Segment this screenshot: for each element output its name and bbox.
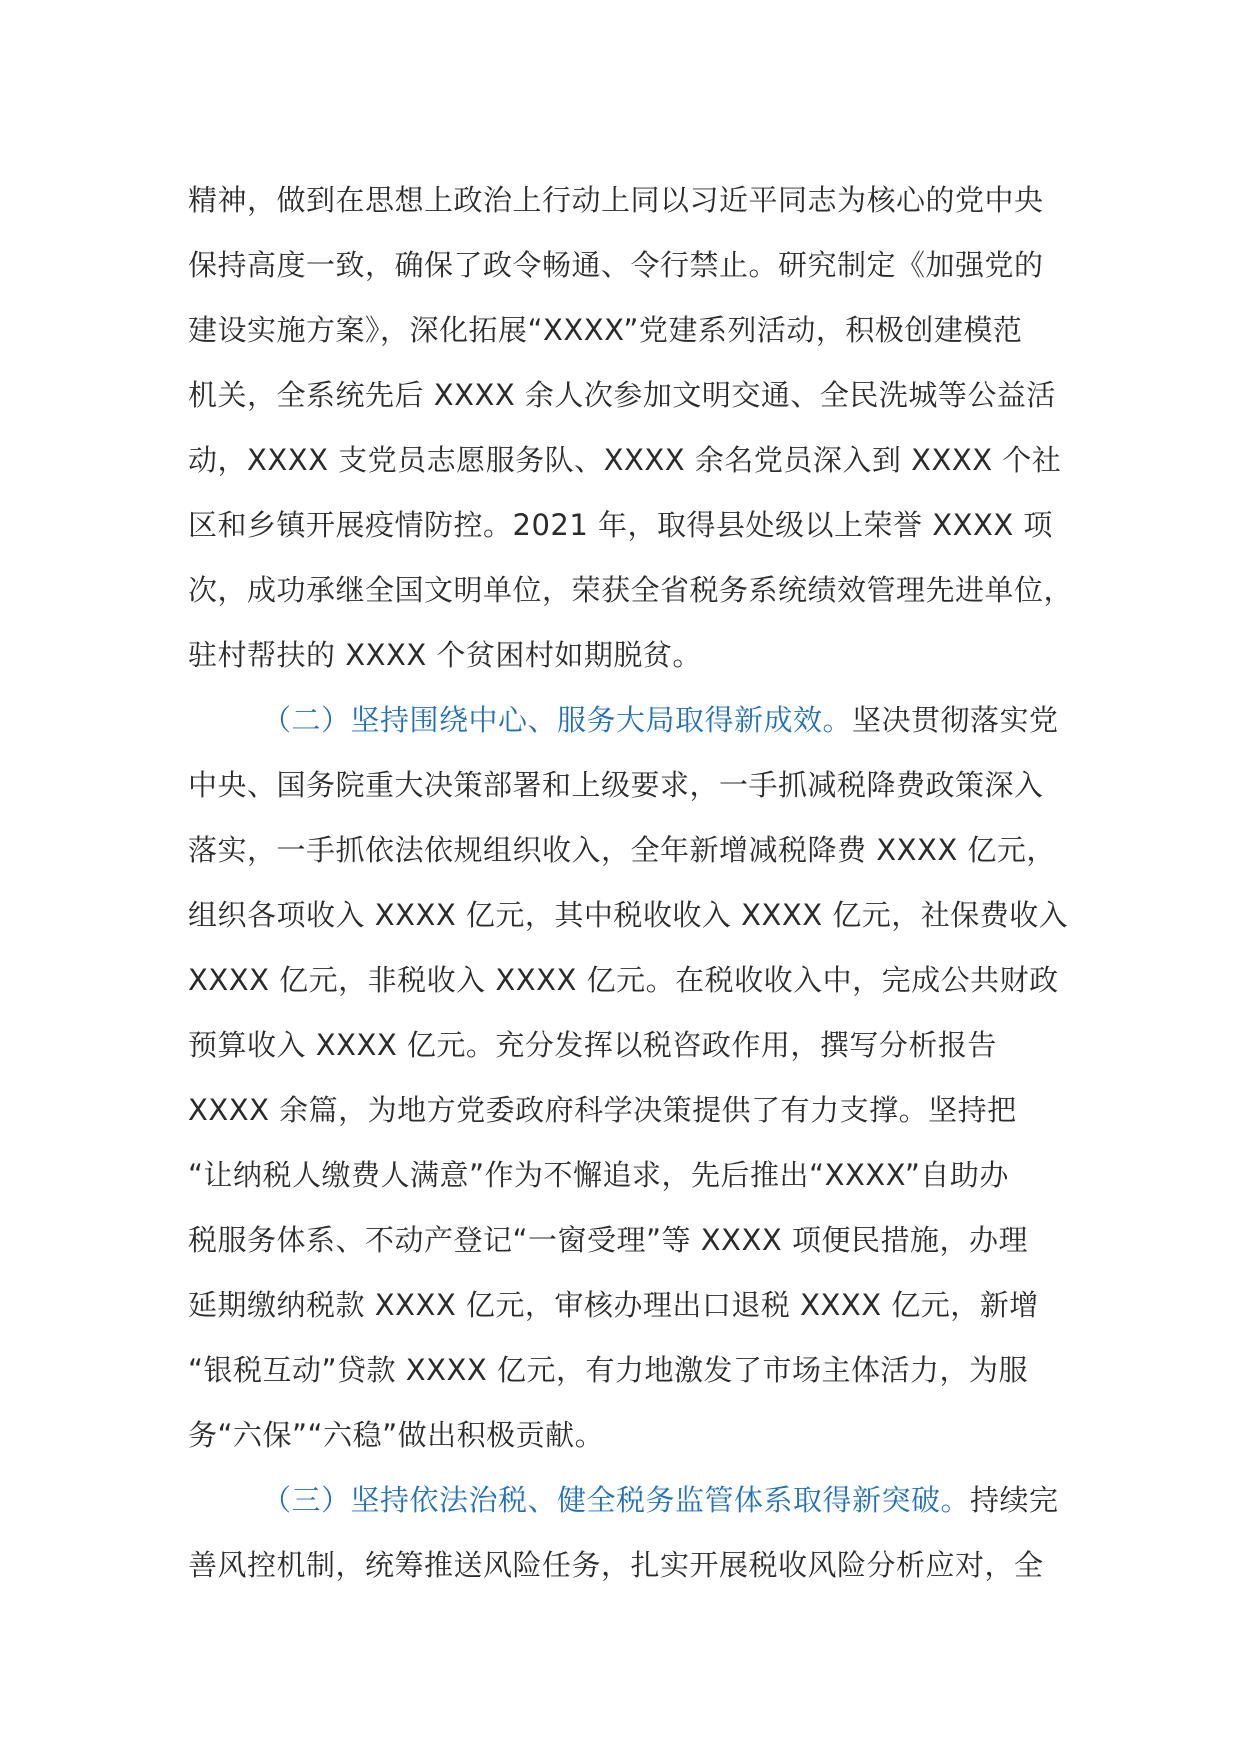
paragraph-line: 保持高度一致，确保了政令畅通、令行禁止。研究制定《加强党的	[188, 248, 1044, 282]
paragraph-line: 善风控机制，统筹推送风险任务，扎实开展税收风险分析应对，全	[188, 1548, 1044, 1582]
paragraph-first-line	[188, 1468, 1068, 1533]
paragraph-line: 中央、国务院重大决策部署和上级要求，一手抓减税降费政策深入	[188, 768, 1044, 802]
paragraph-1	[188, 168, 1074, 688]
paragraph-line: 预算收入 XXXX 亿元。充分发挥以税咨政作用，撰写分析报告	[188, 1028, 997, 1062]
document-body	[188, 168, 1074, 1598]
paragraph-line: “银税互动”贷款 XXXX 亿元，有力地激发了市场主体活力，为服	[188, 1353, 1028, 1387]
paragraph-line: 区和乡镇开展疫情防控。2021 年，取得县处级以上荣誉 XXXX 项	[188, 508, 1053, 542]
section-heading: （二）坚持围绕中心、服务大局取得新成效。	[262, 703, 853, 737]
paragraph-line: 建设实施方案》，深化拓展“XXXX”党建系列活动，积极创建模范	[188, 313, 1023, 347]
paragraph-line: 次，成功承继全国文明单位，荣获全省税务系统绩效管理先进单位，	[188, 573, 1074, 607]
paragraph-line: 动，XXXX 支党员志愿服务队、XXXX 余名党员深入到 XXXX 个社	[188, 443, 1062, 477]
paragraph-line: 务“六保”“六稳”做出积极贡献。	[188, 1418, 605, 1452]
paragraph-text: 坚决贯彻落实党	[852, 703, 1059, 737]
paragraph-line: 机关，全系统先后 XXXX 余人次参加文明交通、全民洗城等公益活	[188, 378, 1056, 412]
paragraph-line: “让纳税人缴费人满意”作为不懈追求，先后推出“XXXX”自助办	[188, 1158, 1009, 1192]
paragraph-line: XXXX 亿元，非税收入 XXXX 亿元。在税收收入中，完成公共财政	[188, 963, 1059, 997]
section-heading: （三）坚持依法治税、健全税务监管体系取得新突破。	[262, 1483, 971, 1517]
paragraph-line: 税服务体系、不动产登记“一窗受理”等 XXXX 项便民措施，办理	[188, 1223, 1028, 1257]
paragraph-line: 落实，一手抓依法依规组织收入，全年新增减税降费 XXXX 亿元，	[188, 833, 1056, 867]
paragraph-line: 驻村帮扶的 XXXX 个贫困村如期脱贫。	[188, 638, 702, 672]
paragraph-2	[188, 688, 1068, 1468]
paragraph-line: 精神，做到在思想上政治上行动上同以习近平同志为核心的党中央	[188, 183, 1044, 217]
paragraph-first-line	[188, 688, 1068, 753]
paragraph-line: XXXX 余篇，为地方党委政府科学决策提供了有力支撑。坚持把	[188, 1093, 1017, 1127]
paragraph-line: 组织各项收入 XXXX 亿元，其中税收收入 XXXX 亿元，社保费收入	[188, 898, 1069, 932]
paragraph-line: 延期缴纳税款 XXXX 亿元，审核办理出口退税 XXXX 亿元，新增	[188, 1288, 1039, 1322]
paragraph-text: 持续完	[970, 1483, 1059, 1517]
paragraph-3	[188, 1468, 1068, 1598]
